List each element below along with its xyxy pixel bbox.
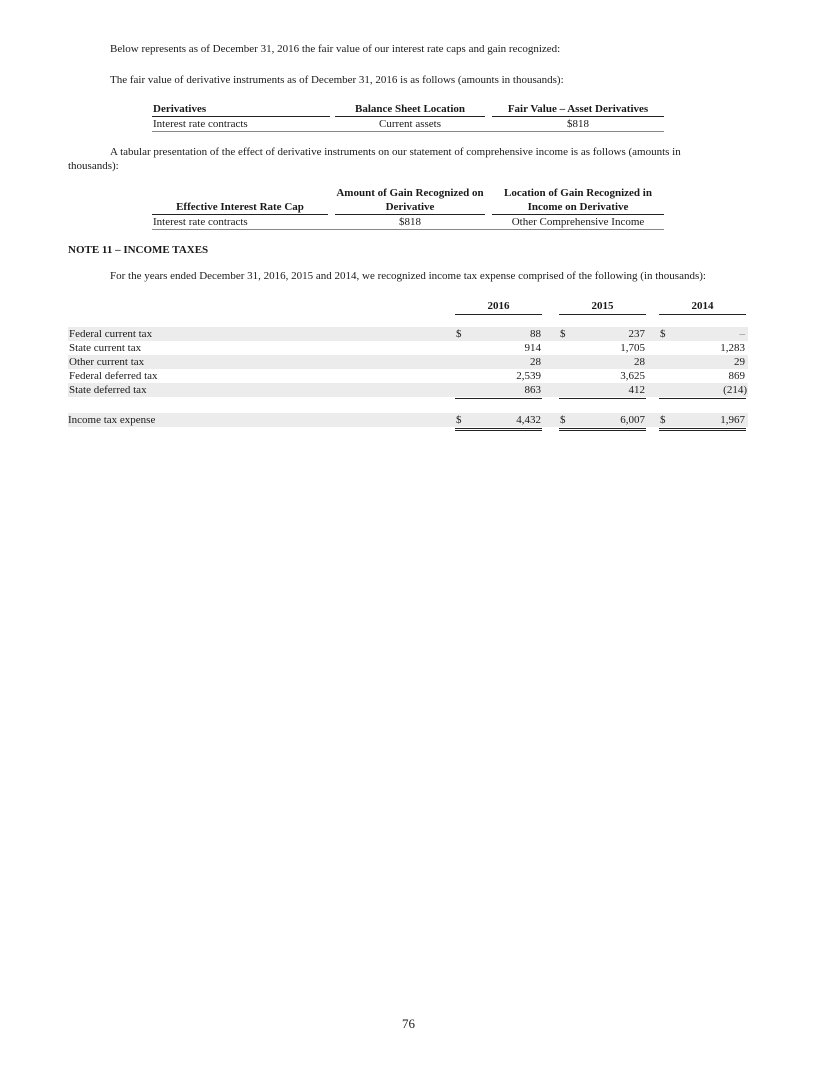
row-band xyxy=(68,327,748,341)
table-cell-2016: 2,539 xyxy=(516,370,541,382)
effect-row-label: Interest rate contracts xyxy=(153,216,248,228)
note-intro: For the years ended December 31, 2016, 2015 and 2014, we recognized income tax expense comprised of the following (in thousands): xyxy=(110,270,706,282)
currency-symbol: $ xyxy=(456,414,462,426)
currency-symbol: $ xyxy=(560,328,566,340)
subtotal-rule xyxy=(559,398,646,399)
effect-row-amount: $818 xyxy=(399,216,421,228)
effect-header-amount-2: Derivative xyxy=(385,201,435,213)
subtotal-rule xyxy=(659,398,746,399)
effect-bottom-rule xyxy=(152,229,664,230)
effect-header-cap: Effective Interest Rate Cap xyxy=(176,201,304,213)
effect-header-rule xyxy=(335,214,485,215)
table-cell-2016: 28 xyxy=(530,356,541,368)
year-header-rule xyxy=(455,314,542,315)
effect-header-location-1: Location of Gain Recognized in xyxy=(504,187,652,199)
total-double-rule xyxy=(659,430,746,431)
fv-header-rule xyxy=(492,116,664,117)
page-number: 76 xyxy=(402,1016,415,1031)
fv-header-derivatives: Derivatives xyxy=(153,103,207,115)
effect-header-rule xyxy=(152,214,328,215)
year-header-2016: 2016 xyxy=(487,300,510,312)
effect-header-rule xyxy=(492,214,664,215)
fv-header-rule xyxy=(152,116,330,117)
table-cell-2014: (214) xyxy=(723,384,747,396)
table-cell-2015: 237 xyxy=(628,328,645,340)
effect-header-location-2: Income on Derivative xyxy=(527,201,629,213)
fv-bottom-rule xyxy=(152,131,664,132)
effect-row-location: Other Comprehensive Income xyxy=(511,216,645,228)
year-header-2014: 2014 xyxy=(691,300,714,312)
intro-line-1: Below represents as of December 31, 2016 the fair value of our interest rate caps and gain recognized: xyxy=(110,43,561,55)
fv-header-rule xyxy=(335,116,485,117)
table-cell-2016: 88 xyxy=(530,328,541,340)
total-double-rule xyxy=(559,430,646,431)
fv-header-location: Balance Sheet Location xyxy=(355,103,465,115)
table-cell-2015: 28 xyxy=(634,356,645,368)
row-band xyxy=(68,413,748,427)
year-header-rule xyxy=(559,314,646,315)
total-cell-2015: 6,007 xyxy=(620,414,645,426)
fv-row-location: Current assets xyxy=(378,118,441,130)
currency-symbol: $ xyxy=(660,414,666,426)
table-cell-2015: 412 xyxy=(628,384,645,396)
table-cell-2014: 29 xyxy=(734,356,745,368)
table-row-label: Other current tax xyxy=(69,356,145,368)
row-band xyxy=(68,383,748,397)
total-double-rule xyxy=(559,428,646,429)
fv-header-fair-value: Fair Value – Asset Derivatives xyxy=(507,103,649,115)
fv-row-label: Interest rate contracts xyxy=(153,118,248,130)
total-cell-2014: 1,967 xyxy=(720,414,745,426)
total-double-rule xyxy=(659,428,746,429)
table-cell-2014: 869 xyxy=(728,370,745,382)
table-cell-2016: 863 xyxy=(524,384,541,396)
subtotal-rule xyxy=(455,398,542,399)
currency-symbol: $ xyxy=(560,414,566,426)
table-cell-2015: 3,625 xyxy=(620,370,645,382)
table-cell-2014: – xyxy=(739,328,745,340)
total-double-rule xyxy=(455,430,542,431)
row-band xyxy=(68,355,748,369)
total-double-rule xyxy=(455,428,542,429)
table-cell-2016: 914 xyxy=(524,342,541,354)
note-heading: NOTE 11 – INCOME TAXES xyxy=(68,244,209,256)
currency-symbol: $ xyxy=(456,328,462,340)
table-row-label: State deferred tax xyxy=(69,384,147,396)
intro-line-2: The fair value of derivative instruments as of December 31, 2016 is as follows (amounts in thousands): xyxy=(110,74,564,86)
table-row-label: State current tax xyxy=(69,342,142,354)
table-row-label: Federal deferred tax xyxy=(69,370,158,382)
year-header-rule xyxy=(659,314,746,315)
table-row-label: Federal current tax xyxy=(69,328,153,340)
table-cell-2014: 1,283 xyxy=(720,342,745,354)
effect-header-amount-1: Amount of Gain Recognized on xyxy=(336,187,484,199)
effect-intro-line-2: thousands): xyxy=(68,160,119,172)
effect-intro-line-1: A tabular presentation of the effect of derivative instruments on our statement of comprehensive income is as follows (amounts in xyxy=(110,146,681,158)
year-header-2015: 2015 xyxy=(591,300,614,312)
total-row-label: Income tax expense xyxy=(68,414,156,426)
currency-symbol: $ xyxy=(660,328,666,340)
fv-row-value: $818 xyxy=(567,118,589,130)
total-cell-2016: 4,432 xyxy=(516,414,541,426)
table-cell-2015: 1,705 xyxy=(620,342,645,354)
